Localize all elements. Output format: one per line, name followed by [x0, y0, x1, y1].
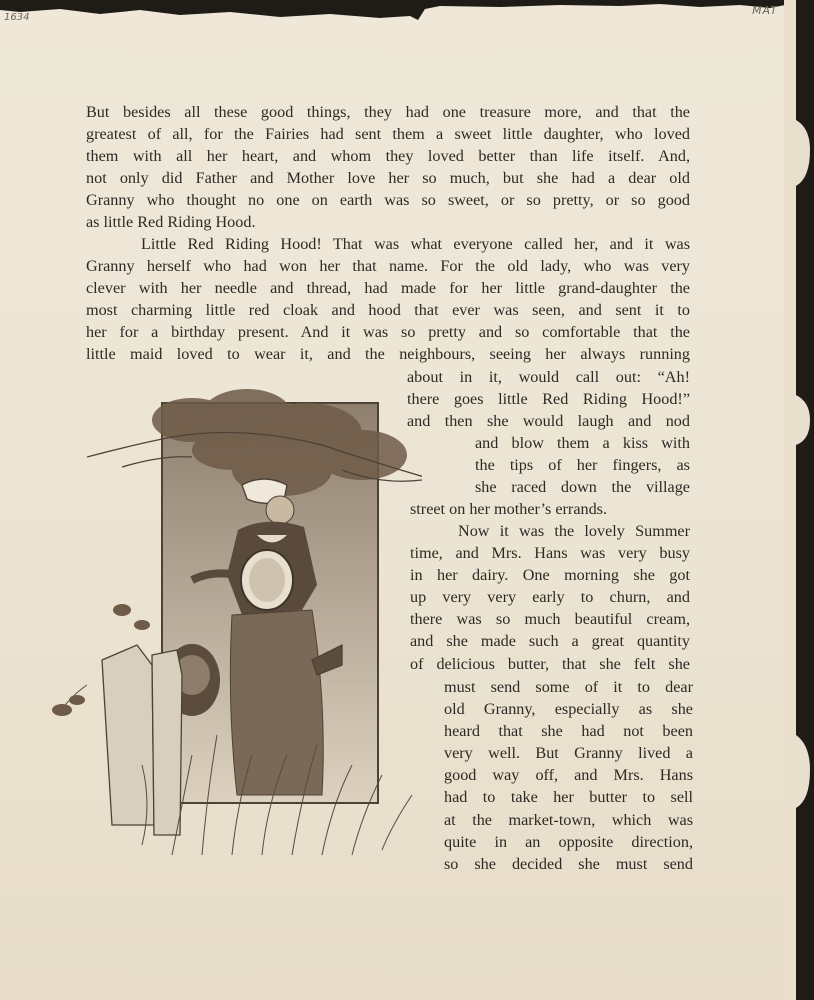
- pencil-note-number: 1634: [4, 12, 30, 23]
- text-line: Now it was the lovely Summer: [458, 522, 690, 540]
- text-line: quite in an opposite direction,: [444, 832, 693, 851]
- paragraph-1: [86, 101, 690, 234]
- paragraph-3-b: [444, 676, 693, 875]
- paragraph-2-wrap-b: [475, 432, 690, 498]
- text-line: old Granny, especially as she: [444, 700, 693, 719]
- paragraph-2-wrap-a: [407, 366, 690, 432]
- text-line: in her dairy. One morning she got: [410, 566, 690, 585]
- paragraph-2: [86, 233, 690, 366]
- text-line: clever with her needle and thread, had made for her little grand-daughter the: [86, 279, 690, 298]
- text-line: But besides all these good things, they had one treasure more, and that the: [86, 103, 690, 121]
- text-line: little maid loved to wear it, and the neighbours, seeing her always running: [86, 345, 690, 364]
- torn-top-edge: [0, 0, 814, 30]
- text-line: not only did Father and Mother love her so much, but she had a dear old: [86, 169, 690, 188]
- paragraph-2-end: [410, 498, 650, 520]
- text-line: up very very early to churn, and: [410, 588, 690, 607]
- page-edge-tabs: [784, 0, 814, 1000]
- text-line: greatest of all, for the Fairies had sent them a sweet little daughter, who loved: [86, 125, 690, 144]
- text-line: most charming little red cloak and hood that ever was seen, and sent it to: [86, 301, 690, 320]
- text-line: street on her mother’s errands.: [410, 500, 608, 518]
- text-line: at the market-town, which was: [444, 810, 693, 829]
- text-line: time, and Mrs. Hans was very busy: [410, 544, 690, 563]
- text-line: heard that she had not been: [444, 722, 693, 741]
- text-line: there was so much beautiful cream,: [410, 610, 690, 629]
- text-line: as little Red Riding Hood.: [86, 213, 256, 232]
- text-line: the tips of her fingers, as: [475, 456, 690, 475]
- text-line: so she decided she must send: [444, 854, 693, 873]
- text-line: Granny who thought no one on earth was so sweet, or so pretty, or so good: [86, 191, 690, 210]
- text-line: and blow them a kiss with: [475, 434, 690, 452]
- text-line: and she made such a great quantity: [410, 632, 690, 651]
- pencil-note-letters: MAT: [752, 4, 778, 17]
- text-line: good way off, and Mrs. Hans: [444, 766, 693, 785]
- text-line: and then she would laugh and nod: [407, 412, 690, 431]
- paragraph-3-a: [410, 520, 690, 675]
- text-line: there goes little Red Riding Hood!”: [407, 390, 690, 409]
- text-line: Granny herself who had won her that name. For the old lady, who was very: [86, 257, 690, 276]
- text-line: them with all her heart, and whom they loved better than life itself. And,: [86, 147, 690, 166]
- text-line: had to take her butter to sell: [444, 788, 693, 807]
- text-line: very well. But Granny lived a: [444, 744, 693, 763]
- engraving-girl-with-butter-dish-icon: [42, 375, 422, 860]
- text-line: she raced down the village: [475, 478, 690, 497]
- text-line: Little Red Riding Hood! That was what everyone called her, and it was: [141, 235, 690, 253]
- text-line: must send some of it to dear: [444, 678, 693, 696]
- text-line: about in it, would call out: “Ah!: [407, 368, 690, 386]
- text-line: her for a birthday present. And it was so pretty and so comfortable that the: [86, 323, 690, 342]
- text-line: of delicious butter, that she felt she: [410, 654, 690, 673]
